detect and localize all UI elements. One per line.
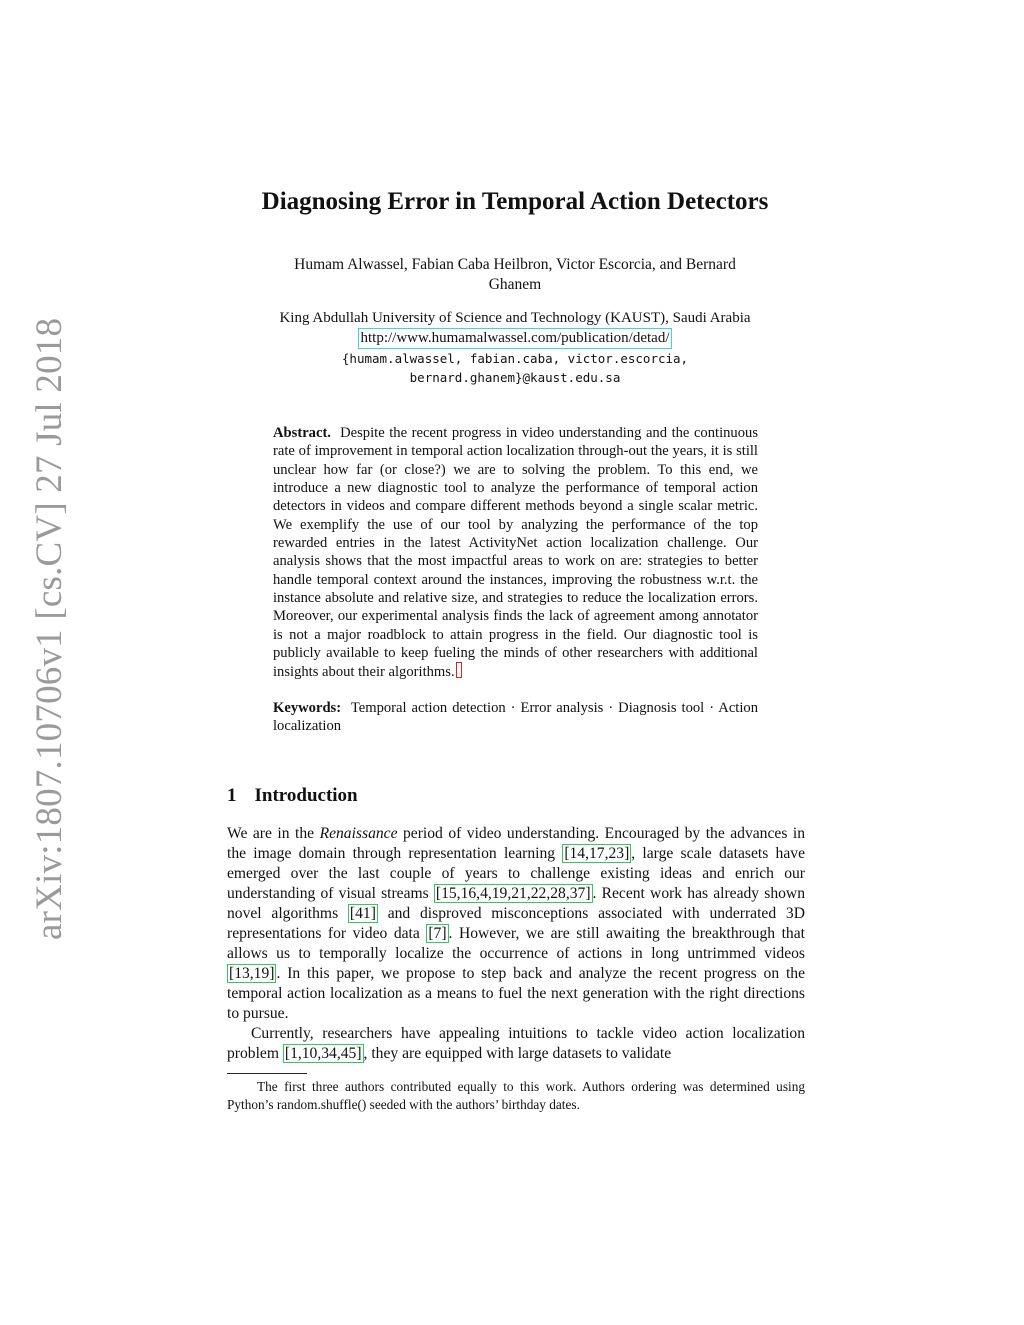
citation-link[interactable]: [14,17,23]: [564, 845, 630, 862]
authors-line-1: Humam Alwassel, Fabian Caba Heilbron, Victor Escorcia, and Bernard: [294, 256, 736, 273]
citation-link[interactable]: [41]: [349, 905, 376, 922]
abstract-paragraph: [273, 424, 758, 682]
keywords-paragraph: [273, 699, 758, 736]
authors-line-2: Ghanem: [488, 276, 542, 293]
text-run: , large scale datasets have emerged over the last couple of years to challenge existing ideas and enrich our understanding of visual streams: [227, 845, 805, 902]
citation-link[interactable]: [15,16,4,19,21,22,28,37]: [435, 885, 591, 902]
text-run: , they are equipped with large datasets to validate: [363, 1045, 672, 1062]
affiliation-block: [230, 309, 800, 387]
intro-paragraph-1: [227, 824, 805, 1024]
text-run: . In this paper, we propose to step back and analyze the recent progress on the temporal action localization as a means to fuel the next generation with the right directions to pursue.: [227, 965, 805, 1022]
emails-line-2: bernard.ghanem}@kaust.edu.sa: [409, 370, 621, 385]
abstract-block: [273, 424, 758, 736]
paper-title: Diagnosing Error in Temporal Action Detectors: [261, 188, 769, 215]
keywords-text: Temporal action detection · Error analysis · Diagnosis tool · Action localization: [273, 699, 758, 735]
keywords-label: Keywords:: [273, 699, 342, 716]
citation-link[interactable]: [7]: [428, 925, 447, 942]
text-run: period of video understanding. Encouraged by the advances in the image domain through representation learning: [227, 825, 806, 862]
section-title: Introduction: [254, 785, 358, 806]
text-run: . Recent work has already shown novel algorithms: [227, 885, 805, 922]
section-number: 1: [227, 785, 237, 806]
abstract-text: Despite the recent progress in video understanding and the continuous rate of improvement in temporal action localization through-out the years, it is still unclear how far (or close?) we are to solving the problem. To this end, we introduce a new diagnostic tool to analyze the performance of temporal action detectors in videos and compare different methods beyond a single scalar metric. We exemplify the use of our tool by analyzing the performance of the top rewarded entries in the latest ActivityNet action localization challenge. Our analysis shows that the most impactful areas to work on are: strategies to better handle temporal context around the instances, improving the robustness w.r.t. the instance absolute and relative size, and strategies to reduce the localization errors. Moreover, our experimental analysis finds the lack of agreement among annotator is not a major roadblock to attain progress in the field. Our diagnostic tool is publicly available to keep fueling the minds of other researchers with additional insights about their algorithms.: [273, 425, 758, 681]
emphasis-renaissance: Renaissance: [319, 825, 398, 842]
footnote-marker-link[interactable]: [456, 662, 462, 678]
section-heading-introduction: [227, 785, 376, 807]
affiliation: King Abdullah University of Science and Technology (KAUST), Saudi Arabia: [279, 310, 751, 326]
footnote: The first three authors contributed equally to this work. Authors ordering was determined using Python’s random.shuffle() seeded with the authors’ birthday dates.: [227, 1079, 805, 1112]
abstract-label: Abstract.: [273, 425, 331, 441]
footnote-rule: [227, 1073, 307, 1074]
text-run: . However, we are still awaiting the breakthrough that allows us to temporally localize the occurrence of actions in long untrimmed videos: [227, 925, 805, 962]
arxiv-margin-stamp: arXiv:1807.10706v1 [cs.CV] 27 Jul 2018: [29, 317, 70, 940]
citation-link[interactable]: [13,19]: [229, 965, 275, 982]
introduction-body: [227, 824, 805, 1064]
text-run: and disproved misconceptions associated with underrated 3D representations for video data: [227, 905, 805, 942]
project-url-link[interactable]: http://www.humamalwassel.com/publication/detad/: [358, 328, 673, 349]
intro-paragraph-2: [227, 1024, 805, 1064]
text-run: We are in the: [227, 825, 320, 842]
emails-line-1: {humam.alwassel, fabian.caba, victor.escorcia,: [341, 351, 689, 366]
citation-link[interactable]: [1,10,34,45]: [284, 1045, 362, 1062]
text-run: Currently, researchers have appealing intuitions to tackle video action localization problem: [227, 1025, 805, 1062]
author-list: [250, 255, 780, 295]
